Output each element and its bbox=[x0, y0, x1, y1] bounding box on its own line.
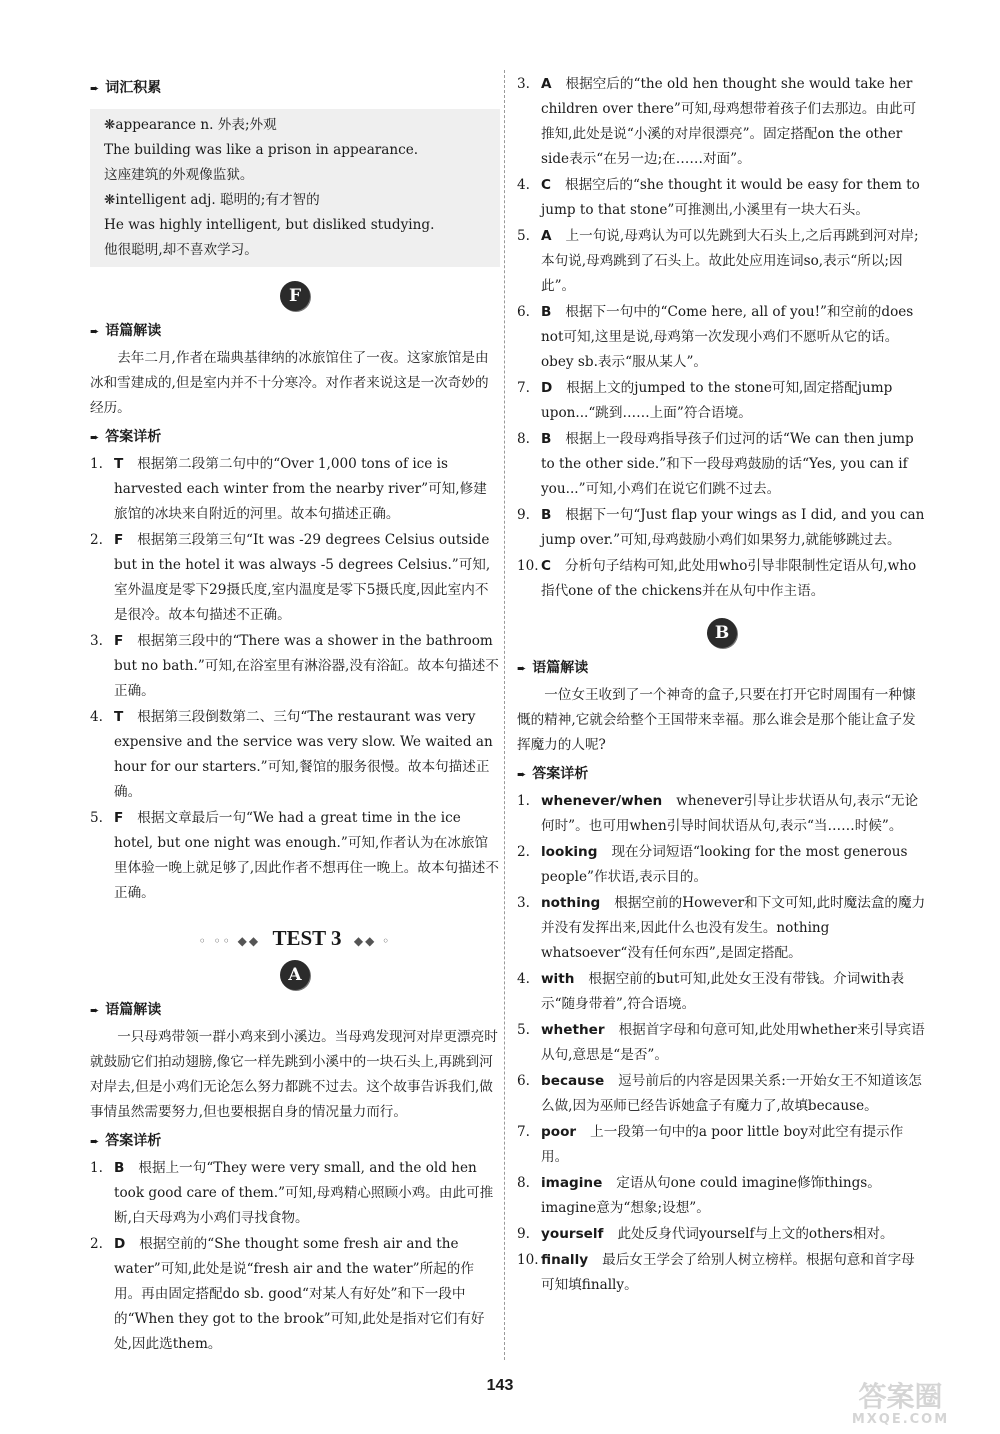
item-explanation: 根据第三段第三句“It was -29 degrees Celsius outside but in the hotel it was always -5 degrees Celsius.”可知,室外温度是零下29摄氏度,室内温度是零下5摄氏度,因此室内不是很冷。故本句描述不正确。 bbox=[114, 532, 491, 623]
answer-item bbox=[517, 891, 927, 966]
answer-item bbox=[517, 1248, 927, 1298]
item-explanation: 根据上一段母鸡指导孩子们过河的话“We can then jump to the other side.”和下一段母鸡鼓励的话“Yes, you can if you...”可知,小鸡们在说它们跳不过去。 bbox=[541, 431, 914, 497]
item-number: 8. bbox=[517, 431, 530, 447]
answer-item bbox=[517, 72, 927, 172]
item-explanation: 最后女王学会了给别人树立榜样。根据句意和首字母可知填finally。 bbox=[541, 1252, 915, 1293]
reading-paragraph: 一只母鸡带领一群小鸡来到小溪边。当母鸡发现河对岸更漂亮时就鼓励它们拍动翅膀,像它一样先跳到小溪中的一块石头上,再跳到河对岸去,但是小鸡们无论怎么努力都跳不过去。这个故事告诉我们,做事情虽然需要努力,但也要根据自身的情况量力而行。 bbox=[90, 1029, 498, 1120]
item-answer: B bbox=[541, 431, 552, 447]
item-number: 4. bbox=[90, 709, 103, 725]
item-number: 9. bbox=[517, 1226, 530, 1242]
item-number: 2. bbox=[517, 844, 530, 860]
answer-list bbox=[90, 1156, 500, 1357]
test-title: TEST 3 bbox=[272, 926, 342, 950]
item-number: 3. bbox=[90, 633, 103, 649]
arrow-icon: ➨ bbox=[90, 325, 100, 338]
item-answer: T bbox=[114, 709, 124, 725]
answer-list bbox=[517, 72, 927, 604]
item-explanation: 根据文章最后一句“We had a great time in the ice hotel, but one night was enough.”可知,作者认为在冰旅馆里体验一晚上就足够了,因此作者不想再住一晚上。故本句描述不正确。 bbox=[114, 810, 499, 901]
arrow-icon: ➨ bbox=[90, 1135, 100, 1148]
item-answer: imagine bbox=[541, 1175, 603, 1191]
decoration-dots: ◦ ◦◦ ◆◆ bbox=[198, 934, 261, 948]
item-explanation: 根据下一句“Just flap your wings as I did, and you can jump over.”可知,母鸡鼓励小鸡们如果努力,就能够跳过去。 bbox=[541, 507, 925, 548]
arrow-icon: ➨ bbox=[90, 431, 100, 444]
answer-item bbox=[90, 528, 500, 628]
test-heading bbox=[90, 926, 500, 954]
item-explanation: 根据首字母和句意可知,此处用whether来引导宾语从句,意思是“是否”。 bbox=[541, 1022, 925, 1063]
section-badge-b: B bbox=[707, 618, 737, 648]
item-answer: with bbox=[541, 971, 575, 987]
item-number: 1. bbox=[517, 793, 530, 809]
item-number: 1. bbox=[90, 456, 103, 472]
item-explanation: 根据上文的jumped to the stone可知,固定搭配jump upon...“跳到……上面”符合语境。 bbox=[541, 380, 893, 421]
item-explanation: 逗号前后的内容是因果关系:一开始女王不知道该怎么做,因为巫师已经告诉她盒子有魔力了,故填because。 bbox=[541, 1073, 922, 1114]
item-answer: F bbox=[114, 633, 124, 649]
item-number: 8. bbox=[517, 1175, 530, 1191]
answer-item bbox=[517, 376, 927, 426]
item-explanation: 此处反身代词yourself与上文的others相对。 bbox=[617, 1226, 894, 1242]
answer-item bbox=[517, 224, 927, 299]
item-answer: F bbox=[114, 532, 124, 548]
item-answer: D bbox=[114, 1236, 126, 1252]
item-answer: A bbox=[541, 76, 552, 92]
item-answer: D bbox=[541, 380, 553, 396]
item-number: 3. bbox=[517, 895, 530, 911]
item-explanation: 根据下一句中的“Come here, all of you!”和空前的does not可知,这里是说,母鸡第一次发现小鸡们不愿听从它的话。obey sb.表示“服从某人”。 bbox=[541, 304, 914, 370]
item-number: 6. bbox=[517, 1073, 530, 1089]
item-answer: A bbox=[541, 228, 552, 244]
answer-item bbox=[517, 1171, 927, 1221]
item-number: 2. bbox=[90, 532, 103, 548]
arrow-icon: ➨ bbox=[517, 662, 527, 675]
answer-item bbox=[517, 1018, 927, 1068]
item-answer: F bbox=[114, 810, 124, 826]
answer-item bbox=[517, 173, 927, 223]
vocab-line: He was highly intelligent, but disliked studying. bbox=[104, 217, 435, 233]
item-explanation: 现在分词短语“looking for the most generous people”作状语,表示目的。 bbox=[541, 844, 908, 885]
item-explanation: 根据空前的“She thought some fresh air and the water”可知,此处是说“fresh air and the water”所起的作用。再由固定搭配do sb. good“对某人有好处”和下一段中的“When they got to the brook”可知,此处是指对它们有好处,因此选them。 bbox=[114, 1236, 485, 1352]
item-explanation: 根据空前的However和下文可知,此时魔法盒的魔力并没有发挥出来,因此什么也没有发生。nothing whatsoever“没有任何东西”,是固定搭配。 bbox=[541, 895, 926, 961]
item-answer: yourself bbox=[541, 1226, 604, 1242]
vocab-box bbox=[90, 109, 500, 267]
item-number: 5. bbox=[517, 1022, 530, 1038]
answer-item bbox=[90, 705, 500, 805]
item-answer: whether bbox=[541, 1022, 605, 1038]
item-explanation: 根据空后的“she thought it would be easy for them to jump to that stone”可推测出,小溪里有一块大石头。 bbox=[541, 177, 920, 218]
left-column bbox=[90, 72, 500, 1358]
item-number: 4. bbox=[517, 971, 530, 987]
answer-item bbox=[90, 806, 500, 906]
item-explanation: 根据上一句“They were very small, and the old hen took good care of them.”可知,母鸡精心照顾小鸡。由此可推断,白天母鸡为小鸡们寻找食物。 bbox=[114, 1160, 494, 1226]
item-explanation: 根据空后的“the old hen thought she would take her children over there”可知,母鸡想带着孩子们去那边。由此可推知,此处是说“小溪的对岸很漂亮”。固定搭配on the other side表示“在另一边;在……对面”。 bbox=[541, 76, 917, 167]
item-answer: whenever/when bbox=[541, 793, 663, 809]
item-number: 5. bbox=[517, 228, 530, 244]
item-explanation: whenever引导让步状语从句,表示“无论何时”。也可用when引导时间状语从句,表示“当……时候”。 bbox=[541, 793, 919, 834]
reading-paragraph: 去年二月,作者在瑞典基律纳的冰旅馆住了一夜。这家旅馆是由冰和雪建成的,但是室内并不十分寒冷。对作者来说这是一次奇妙的经历。 bbox=[90, 350, 489, 416]
answer-item bbox=[517, 840, 927, 890]
item-answer: B bbox=[541, 304, 552, 320]
reading-paragraph: 一位女王收到了一个神奇的盒子,只要在打开它时周围有一种慷慨的精神,它就会给整个王国带来幸福。那么谁会是那个能让盒子发挥魔力的人呢? bbox=[517, 687, 916, 753]
item-number: 7. bbox=[517, 380, 530, 396]
item-answer: because bbox=[541, 1073, 605, 1089]
answer-list bbox=[517, 789, 927, 1298]
answers-header: ➨ 答案详析 bbox=[517, 762, 927, 787]
item-number: 2. bbox=[90, 1236, 103, 1252]
item-answer: nothing bbox=[541, 895, 601, 911]
arrow-icon: ➨ bbox=[90, 1004, 100, 1017]
answer-item bbox=[517, 503, 927, 553]
answer-item bbox=[517, 427, 927, 502]
answers-header: ➨ 答案详析 bbox=[90, 1129, 500, 1154]
answer-item bbox=[90, 452, 500, 527]
answer-item bbox=[517, 1069, 927, 1119]
item-number: 5. bbox=[90, 810, 103, 826]
vocab-header: ➨ 词汇积累 bbox=[90, 76, 500, 101]
item-number: 10. bbox=[517, 558, 539, 574]
answer-item bbox=[517, 1120, 927, 1170]
answer-item bbox=[90, 1232, 500, 1357]
item-number: 10. bbox=[517, 1252, 539, 1268]
item-explanation: 分析句子结构可知,此处用who引导非限制性定语从句,who指代one of the chickens并在从句中作主语。 bbox=[541, 558, 917, 599]
vocab-line: 他很聪明,却不喜欢学习。 bbox=[104, 242, 258, 258]
column-divider bbox=[504, 70, 505, 1360]
vocab-line: ❋intelligent adj. 聪明的;有才智的 bbox=[104, 192, 320, 208]
item-number: 7. bbox=[517, 1124, 530, 1140]
arrow-icon: ➨ bbox=[517, 768, 527, 781]
item-answer: finally bbox=[541, 1252, 589, 1268]
item-number: 3. bbox=[517, 76, 530, 92]
item-answer: looking bbox=[541, 844, 598, 860]
answer-item bbox=[90, 629, 500, 704]
arrow-icon: ➨ bbox=[90, 82, 100, 95]
item-explanation: 根据第二段第二句中的“Over 1,000 tons of ice is harvested each winter from the nearby river”可知,修建旅馆的冰块来自附近的河里。故本句描述正确。 bbox=[114, 456, 487, 522]
section-badge-f: F bbox=[280, 281, 310, 311]
item-explanation: 上一段第一句中的a poor little boy对此空有提示作用。 bbox=[541, 1124, 904, 1165]
answer-item bbox=[517, 300, 927, 375]
item-number: 4. bbox=[517, 177, 530, 193]
answer-item bbox=[517, 789, 927, 839]
answers-header: ➨ 答案详析 bbox=[90, 425, 500, 450]
vocab-line: The building was like a prison in appearance. bbox=[104, 142, 419, 158]
right-column bbox=[517, 72, 927, 1299]
answer-item bbox=[90, 1156, 500, 1231]
item-answer: B bbox=[541, 507, 552, 523]
item-answer: C bbox=[541, 177, 551, 193]
item-number: 9. bbox=[517, 507, 530, 523]
item-explanation: 定语从句one could imagine修饰things。imagine意为“想象;设想”。 bbox=[541, 1175, 881, 1216]
answer-item bbox=[517, 967, 927, 1017]
answer-item bbox=[517, 1222, 927, 1247]
item-answer: B bbox=[114, 1160, 125, 1176]
answer-item bbox=[517, 554, 927, 604]
item-number: 6. bbox=[517, 304, 530, 320]
item-answer: T bbox=[114, 456, 124, 472]
watermark-logo: 答案圈 MXQE.COM bbox=[851, 1380, 950, 1427]
item-explanation: 根据第三段中的“There was a shower in the bathroom but no bath.”可知,在浴室里有淋浴器,没有浴缸。故本句描述不正确。 bbox=[114, 633, 499, 699]
item-answer: C bbox=[541, 558, 551, 574]
vocab-line: 这座建筑的外观像监狱。 bbox=[104, 167, 254, 183]
item-explanation: 上一句说,母鸡认为可以先跳到大石头上,之后再跳到河对岸;本句说,母鸡跳到了石头上。故此处应用连词so,表示“所以;因此”。 bbox=[541, 228, 919, 294]
reading-header: ➨ 语篇解读 bbox=[517, 656, 927, 681]
vocab-line: ❋appearance n. 外表;外观 bbox=[104, 117, 277, 133]
item-answer: poor bbox=[541, 1124, 577, 1140]
page-number: 143 bbox=[486, 1377, 514, 1394]
item-explanation: 根据第三段倒数第二、三句“The restaurant was very expensive and the service was very slow. We waited an hour for our starters.”可知,餐馆的服务很慢。故本句描述正确。 bbox=[114, 709, 493, 800]
answer-list bbox=[90, 452, 500, 906]
item-explanation: 根据空前的but可知,此处女王没有带钱。介词with表示“随身带着”,符合语境。 bbox=[541, 971, 905, 1012]
item-number: 1. bbox=[90, 1160, 103, 1176]
section-badge-a: A bbox=[280, 960, 310, 990]
decoration-dots: ◆◆ ◦ bbox=[353, 934, 392, 948]
reading-header: ➨ 语篇解读 bbox=[90, 319, 500, 344]
reading-header: ➨ 语篇解读 bbox=[90, 998, 500, 1023]
